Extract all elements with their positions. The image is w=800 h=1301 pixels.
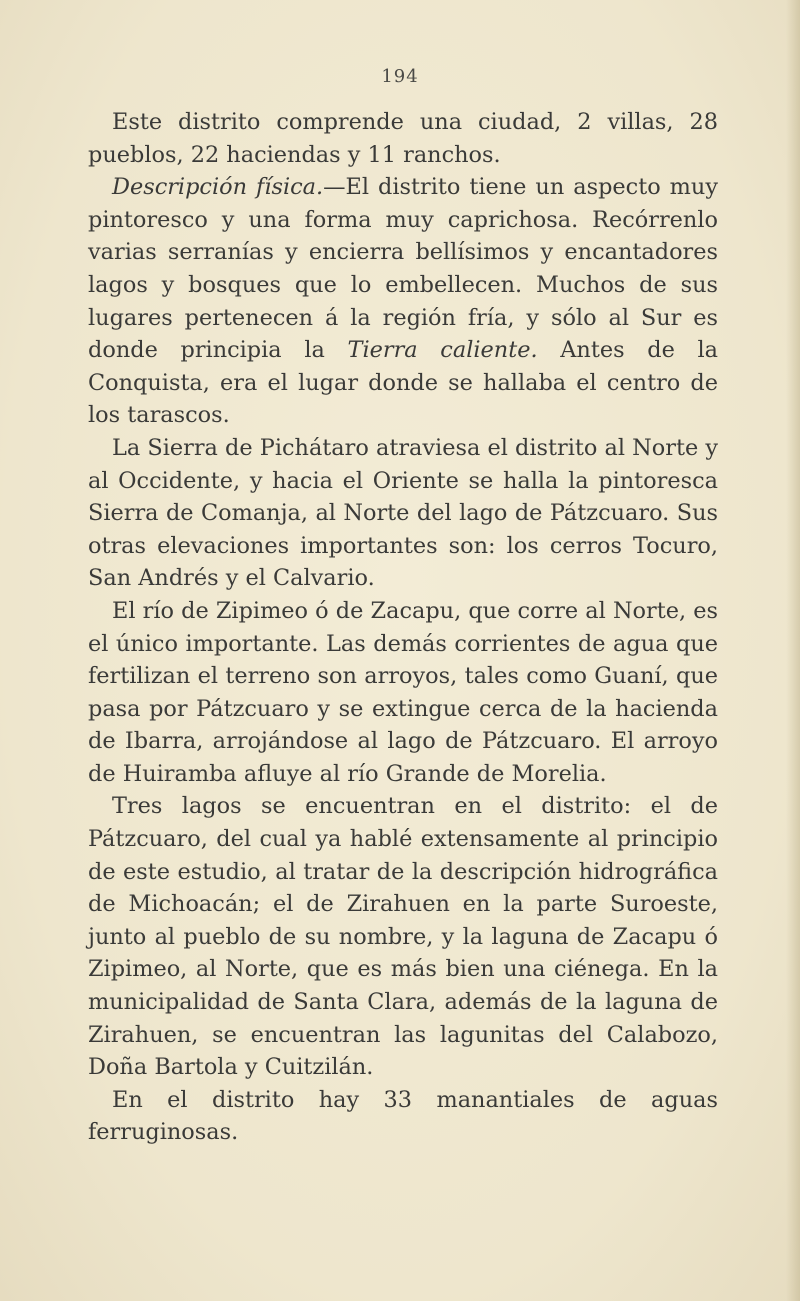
paragraph-2-text: —El distrito tiene un aspecto muy pintoresco y una forma muy caprichosa. Recórrenlo varias serranías y encierra bellísimos y encantadores lagos y bosques que lo embellecen. Muchos de sus lugares pertenecen á la región fría, y sólo al Sur es donde principia la xyxy=(88,174,718,364)
page-number: 194 xyxy=(381,66,419,87)
body-text xyxy=(88,106,718,1149)
section-heading-descripcion-fisica: Descripción física. xyxy=(112,174,324,201)
paragraph-3 xyxy=(88,432,718,595)
paragraph-2-text-after: Antes de la Conquista, era el lugar donde se hallaba el centro de los tarascos. xyxy=(88,337,719,429)
paragraph-1 xyxy=(88,106,718,171)
paragraph-4 xyxy=(88,595,718,791)
paragraph-3-text: La Sierra de Pichátaro atraviesa el distrito al Norte y al Occidente, y hacia el Oriente se halla la pintoresca Sierra de Comanja, al Norte del lago de Pátzcuaro. Sus otras elevaciones importantes son: los cerros Tocuro, San Andrés y el Calvario. xyxy=(88,434,718,592)
paragraph-5 xyxy=(88,790,718,1083)
italic-tierra-caliente: Tierra caliente. xyxy=(347,337,538,364)
paragraph-2 xyxy=(88,171,718,432)
paragraph-6 xyxy=(88,1084,718,1149)
paragraph-1-text: Este distrito comprende una ciudad, 2 villas, 28 pueblos, 22 haciendas y 11 ranchos. xyxy=(88,109,718,168)
paragraph-4-text: El río de Zipimeo ó de Zacapu, que corre al Norte, es el único importante. Las demás corrientes de agua que fertilizan el terreno son arroyos, tales como Guaní, que pasa por Pátzcuaro y se extingue cerca de la hacienda de Ibarra, arrojándose al lago de Pátzcuaro. El arroyo de Huiramba afluye al río Grande de Morelia. xyxy=(88,597,718,787)
paragraph-5-text: Tres lagos se encuentran en el distrito: el de Pátzcuaro, del cual ya hablé extensamente al principio de este estudio, al tratar de la descripción hidrográfica de Michoacán; el de Zirahuen en la parte Suroeste, junto al pueblo de su nombre, y la laguna de Zacapu ó Zipimeo, al Norte, que es más bien una ciénega. En la municipalidad de Santa Clara, además de la laguna de Zirahuen, se encuentran las lagunitas del Calabozo, Doña Bartola y Cuitzilán. xyxy=(88,793,718,1081)
paragraph-6-text: En el distrito hay 33 manantiales de aguas ferruginosas. xyxy=(88,1086,718,1146)
page-edge-shadow xyxy=(786,0,800,1301)
